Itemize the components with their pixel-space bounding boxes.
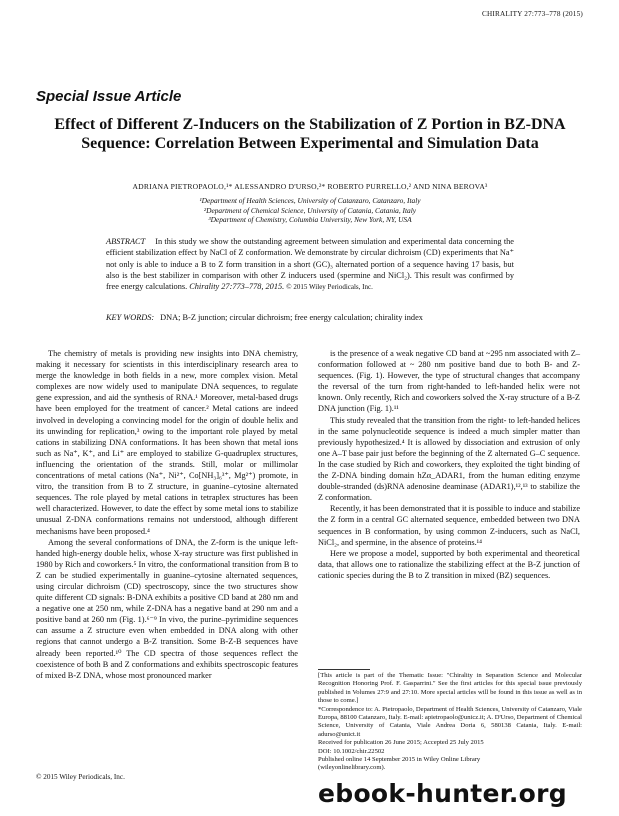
keywords (106, 313, 514, 322)
abstract-label: ABSTRACT (106, 237, 146, 246)
affiliation-1: ¹Department of Health Sciences, University of Catanzaro, Catanzaro, Italy (199, 196, 421, 205)
footnote-published: Published online 14 September 2015 in Wiley Online Library (318, 756, 481, 764)
paragraph: Recently, it has been demonstrated that it is possible to induce and stabilize the Z form in a central GC alternated sequence, embedded between two DNA sequences in B conformation, by using common Z-inducers, such as NaCl, NiCl₂, and spermine, in the absence of proteins.¹⁴ (318, 504, 580, 547)
section-label: Special Issue Article (36, 88, 182, 105)
keywords-text: DNA; B-Z junction; circular dichroism; free energy calculation; chirality index (160, 313, 423, 322)
journal-header: CHIRALITY 27:773–778 (2015) (482, 10, 583, 18)
paragraph: Here we propose a model, supported by both experimental and theoretical data, that allows one to rationalize the stabilizing effect at the B-Z junction of cationic species during the B to Z transition in mixed (BZ) sequences. (318, 548, 580, 580)
body-column-right (318, 348, 580, 581)
footnote-divider (318, 669, 370, 670)
affiliations (40, 196, 580, 225)
affiliation-2: ²Department of Chemical Science, University of Catania, Catania, Italy (203, 205, 417, 215)
keywords-label: KEY WORDS: (106, 313, 155, 322)
footnotes (318, 672, 582, 773)
footnote-correspondence: *Correspondence to: A. Pietropaolo, Department of Health Sciences, University of Catanzaro, Viale Europa, 88100 Catanzaro, Italy. E-mail: apietropaolo@unicz.it; A. D'Urso, Department of Chemical Science, University of Catania, Viale Andrea Doria 6, 580138 Catania, Italy. E-mail: adurso@unict.it (318, 705, 582, 738)
abstract-citation: Chirality 27:773–778, 2015. (189, 282, 285, 292)
article-title: Effect of Different Z-Inducers on the Stabilization of Z Portion in BZ-DNA Sequence: Correlation Between Experimental and Simulation Data (54, 116, 566, 152)
footnote-received: Received for publication 26 June 2015; Accepted 25 July 2015 (318, 739, 484, 747)
page-copyright: © 2015 Wiley Periodicals, Inc. (36, 773, 125, 781)
affiliation-3: ³Department of Chemistry, Columbia University, New York, NY, USA (208, 215, 412, 224)
abstract (106, 236, 514, 293)
paragraph: is the presence of a weak negative CD band at ~295 nm associated with Z–conformation followed at ~ 280 nm positive band due to both B- and Z- sequences. (Fig. 1). However, the type of structural changes that accompany the reversal of the turn from right-handed to left-handed helix were not known. Only recently, Rich and coworkers solved the X-ray structure of a B-Z DNA junction (Fig. 1).¹¹ (318, 349, 580, 414)
body-column-left (36, 348, 298, 681)
paragraph: Among the several conformations of DNA, the Z-form is the unique left-handed high-energy double helix, whose X-ray structure was first published in 1980 by Rich and coworkers.⁵ In vitro, the conformational transition from B to Z can be studied experimentally in guanine–cytosine alternated sequences, using circular dichroism (CD) spectroscopy, since the two structures show quite different CD signals: B-DNA exhibits a positive CD band at 280 nm and a negative one at 250 nm, while Z-DNA has a negative band at 290 nm and a positive band at 260 nm (Fig. 1).⁶⁻⁹ In vivo, the purine–pyrimidine sequences can assume a Z structure even when embedded in DNA along with other regions that cannot undergo a B-Z transition. Some B-Z-B sequences have already been reported.¹⁰ The CD spectra of those sequences reflect the coexistence of both B and Z conformations and exhibits spectroscopic features of mixed B-Z DNA, whose most pronounced marker (36, 537, 298, 680)
footnote-thematic: [This article is part of the Thematic Issue: "Chirality in Separation Science and Molecular Recognition Honoring Prof. F. Gasparrini." See the first articles for this special issue previously published in Volumes 27:9 and 27:10. More special articles will be found in this issue as well as in those to come.] (318, 672, 582, 705)
paragraph: This study revealed that the transition from the right- to left-handed helices in the same polynucleotide sequence is indeed a much simpler matter than previously hypothesized.⁴ It is allowed by dissociation and extrusion of only one A–T base pair just before the beginning of the Z alternated G–C sequence. In the case studied by Rich and coworkers, they exploited the tight binding of the Z-DNA binding domain hZα_ADAR1, from the human editing enzyme double-stranded (ds)RNA adenosine deaminase (ADAR1),¹²,¹³ to stabilize the Z conformation. (318, 415, 580, 503)
abstract-copyright: © 2015 Wiley Periodicals, Inc. (286, 283, 373, 292)
footnote-doi: DOI: 10.1002/chir.22502 (318, 747, 385, 755)
watermark: ebook-hunter.org (318, 779, 567, 808)
abstract-text: In this study we show the outstanding agreement between simulation and experimental data concerning the efficient stabilization effect by NaCl of Z conformation. We demonstrate by circular dichroism (CD) experiments that Na⁺ not only is able to induce a B to Z form transition in a short (GC)₃ alternated portion of a sequence having 17 basis, but also is the best stabilizer in comparison with other Z inducers used (spermine and NiCl₂). This result was confirmed by free energy calculations. (106, 237, 514, 292)
author-list: ADRIANA PIETROPAOLO,¹* ALESSANDRO D'URSO,²* ROBERTO PURRELLO,² AND NINA BEROVA³ (132, 182, 488, 191)
footnote-library: (wileyonlinelibrary.com). (318, 764, 386, 772)
paragraph: The chemistry of metals is providing new insights into DNA chemistry, making it necessary for scientists in this interdisciplinary research area to merge the knowledge in both fields in a new, more complex vision. Metal complexes are now widely used to manipulate DNA sequences, to regulate gene expression, and aid the synthesis of RNA.¹ Moreover, metal-based drugs have been employed for the treatment of cancer.² Metal cations are indeed involved in developing a convincing model for the origin of double helix and its unwinding for replication,³ owing to the important role played by metal cations in stabilizing DNA conformations. It has been shown that metal ions such as Na⁺, K⁺, and Li⁺ are employed to stabilize G-quadruplex structures, influencing the orientation of the strands. Still, molar or millimolar concentrations of metal cations (Na⁺, Ni²⁺, Co[NH₃]₆³⁺, Mg²⁺) promote, in vitro, the transition from B to Z structure, in guanine–cytosine alternated sequences. The role played by metal cations in tetraplex structures has been well characterized. However, to date the effect by some metal ions to stabilize unusual Z-DNA conformations remains not understood, although different mechanisms have been proposed.⁴ (36, 349, 298, 536)
